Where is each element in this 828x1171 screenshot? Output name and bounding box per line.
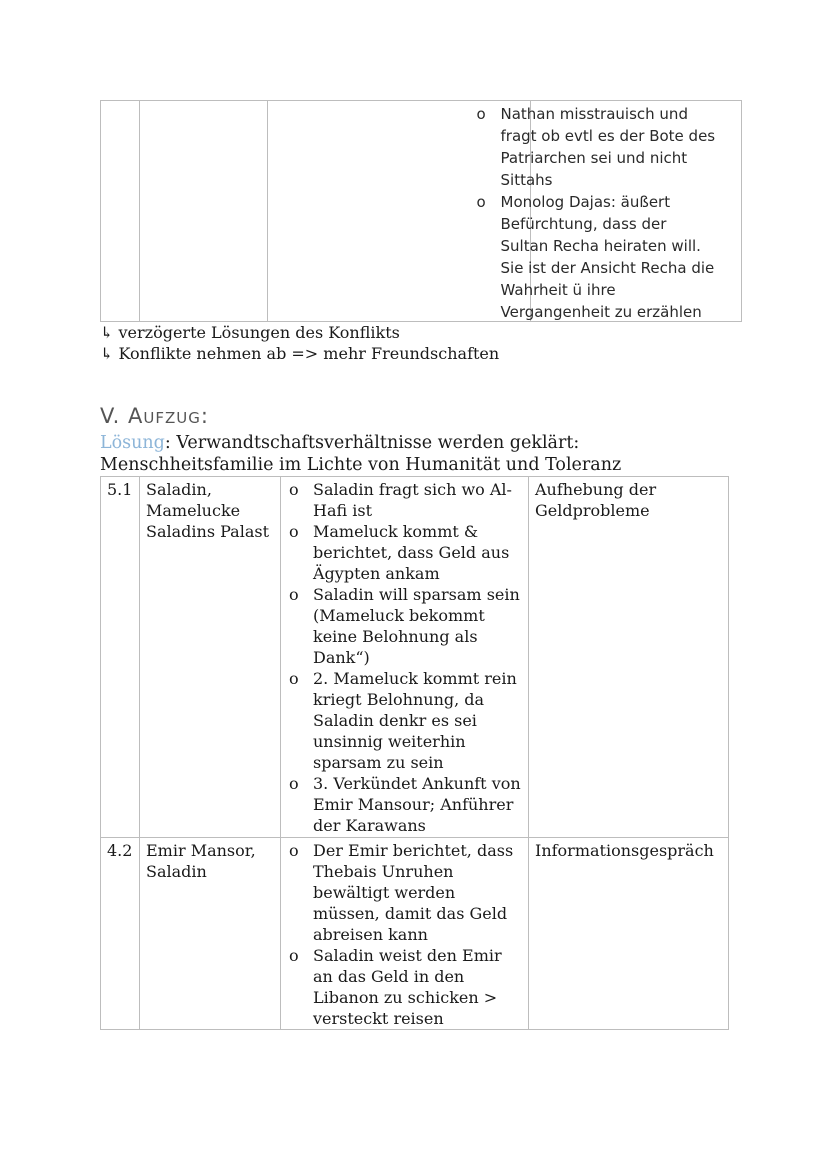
scene-function: Aufhebung der Geldprobleme bbox=[529, 477, 729, 838]
list-item: o Mameluck kommt & berichtet, dass Geld aus Ägypten ankam bbox=[289, 522, 510, 583]
list-item: o Saladin fragt sich wo Al-Hafi ist bbox=[289, 480, 512, 520]
list-item: o 3. Verkündet Ankunft von Emir Mansour; Anführer der Karawans bbox=[289, 774, 521, 835]
scene-content bbox=[281, 838, 529, 1030]
circle-bullet-icon: o bbox=[289, 946, 299, 965]
scene-number: 4.2 bbox=[101, 838, 140, 1030]
circle-bullet-icon: o bbox=[289, 585, 299, 604]
bullet-list bbox=[101, 102, 723, 323]
bullet-text: Nathan misstrauisch und fragt ob evtl es der Bote des Patriarchen sei und nicht Sittahs bbox=[500, 104, 716, 189]
solution-paragraph bbox=[100, 432, 740, 476]
circle-bullet-icon: o bbox=[289, 669, 299, 688]
scene-content bbox=[281, 477, 529, 838]
scene-number: 5.1 bbox=[101, 477, 140, 838]
table-row bbox=[101, 838, 729, 1030]
scene-table bbox=[100, 476, 729, 1030]
bullet-list bbox=[287, 479, 522, 836]
table-row bbox=[101, 477, 729, 838]
scene-persons: Saladin, Mamelucke Saladins Palast bbox=[140, 477, 281, 838]
section-heading: V. AUFZUG: bbox=[100, 404, 209, 428]
bullet-text: Monolog Dajas: äußert Befürchtung, dass der Sultan Recha heiraten will. Sie ist der Ansicht Recha die Wahrheit ü ihre Vergangenheit zu erzählen bbox=[500, 192, 715, 321]
content-cell bbox=[140, 101, 716, 322]
list-item: o Saladin weist den Emir an das Geld in den Libanon zu schicken > versteckt reisen bbox=[289, 946, 502, 1028]
column-divider bbox=[267, 100, 268, 321]
list-item bbox=[301, 191, 717, 323]
table-row bbox=[101, 101, 742, 322]
bullet-list bbox=[287, 840, 522, 1029]
list-item: o Saladin will sparsam sein (Mameluck bekommt keine Belohnung als Dank“) bbox=[289, 585, 520, 667]
scene-function: Informationsgespräch bbox=[529, 838, 729, 1030]
list-item bbox=[301, 103, 717, 191]
continuation-table bbox=[100, 100, 742, 322]
circle-bullet-icon: o bbox=[289, 480, 299, 499]
circle-bullet-icon: o bbox=[289, 841, 299, 860]
list-item: o Der Emir berichtet, dass Thebais Unruhen bewältigt werden müssen, damit das Geld abreisen kann bbox=[289, 841, 514, 944]
solution-label: Lösung bbox=[100, 433, 165, 453]
circle-bullet-icon: o bbox=[289, 522, 299, 541]
note-line: ↳ verzögerte Lösungen des Konflikts bbox=[100, 323, 400, 342]
solution-text: : Verwandtschaftsverhältnisse werden geklärt: Menschheitsfamilie im Lichte von Humanität und Toleranz bbox=[100, 433, 622, 475]
circle-bullet-icon: o bbox=[289, 774, 299, 793]
scene-persons: Emir Mansor, Saladin bbox=[140, 838, 281, 1030]
note-line: ↳ Konflikte nehmen ab => mehr Freundschaften bbox=[100, 344, 500, 363]
circle-bullet-icon: o bbox=[476, 104, 486, 123]
list-item: o 2. Mameluck kommt rein kriegt Belohnung, da Saladin denkr es sei unsinnig weiterhin sparsam zu sein bbox=[289, 669, 517, 772]
circle-bullet-icon: o bbox=[476, 192, 486, 211]
